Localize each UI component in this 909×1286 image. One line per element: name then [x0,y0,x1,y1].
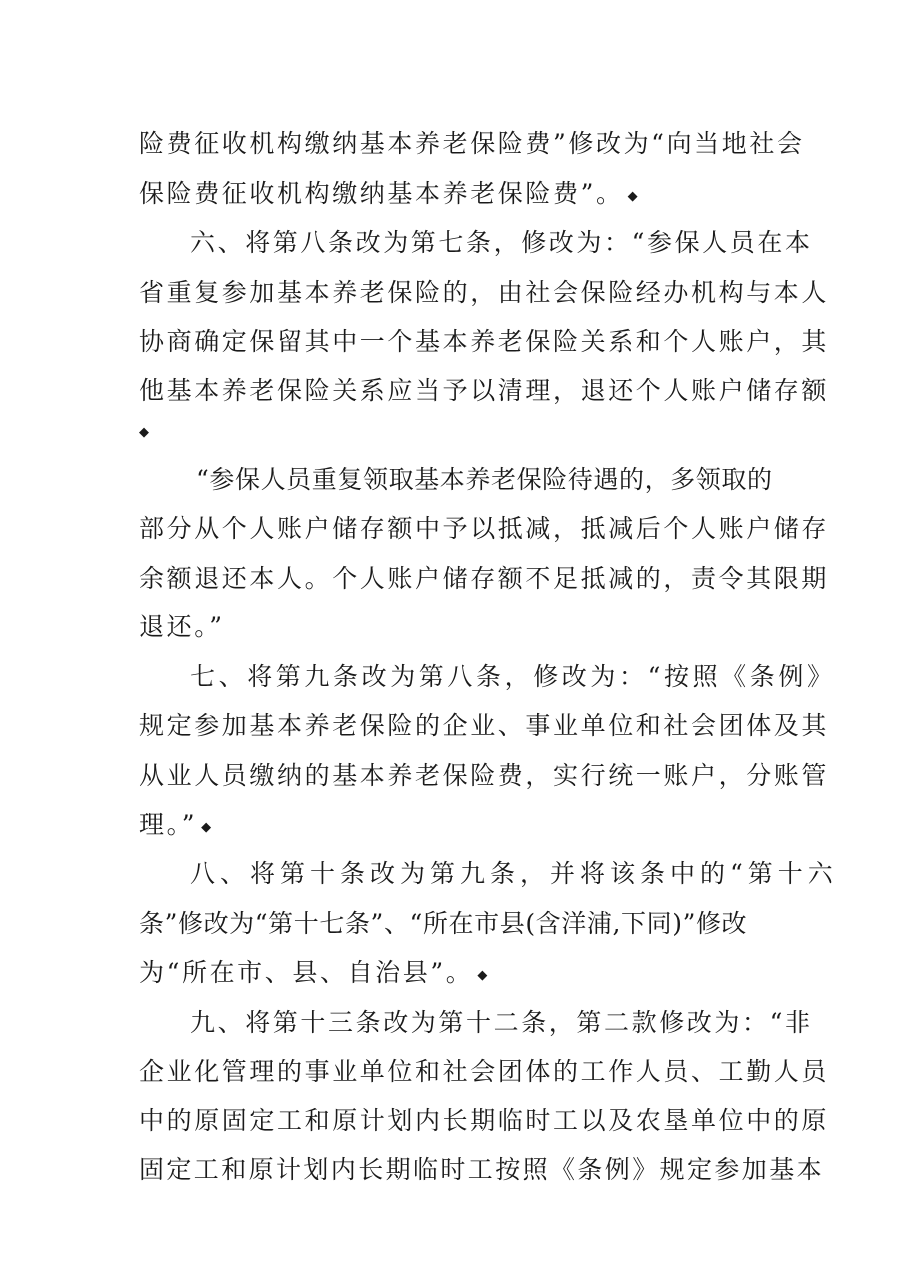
text-line [139,1052,830,1092]
text-line [139,805,779,845]
text-line [196,460,780,500]
text-line [139,509,830,549]
text-line [139,607,779,647]
text-line [139,124,805,164]
text-line [139,410,779,450]
paragraph-mark-icon: ◆ [477,968,488,983]
text-line [139,904,779,944]
text-line [139,273,830,313]
paragraph-mark-icon: ◆ [627,189,638,204]
line-text: 企业化管理的事业单位和社会团体的工作人员、工勤人员 [139,1057,830,1086]
line-text: 协商确定保留其中一个基本养老保险关系和个人账户，其 [139,327,830,356]
text-line [139,559,830,599]
line-text: 理。” [139,810,198,839]
paragraph-mark-icon: ◆ [139,425,149,440]
line-text: 退还。” [139,612,225,641]
line-text: 条”修改为“第十七条”、“所在市县(含洋浦,下同)”修改 [139,909,748,938]
line-text: 七、将第九条改为第八条，修改为：“按照《条例》 [190,662,836,691]
line-text: “参保人员重复领取基本养老保险待遇的，多领取的 [196,465,773,494]
line-text: 部分从个人账户储存额中予以抵减，抵减后个人账户储存 [139,514,830,543]
paragraph-mark-icon: ◆ [201,820,212,835]
line-text: 八、将第十条改为第九条，并将该条中的“第十六 [190,859,838,888]
line-text: 余额退还本人。个人账户储存额不足抵减的，责令其限期 [139,564,830,593]
line-text: 保险费征收机构缴纳基本养老保险费”。 [139,179,624,208]
text-line [139,706,830,746]
text-line [139,756,830,796]
text-line [139,371,830,411]
text-line [139,174,779,214]
text-line [139,1101,830,1141]
line-text: 从业人员缴纳的基本养老保险费，实行统一账户，分账管 [139,761,830,790]
line-text: 九、将第十三条改为第十二条，第二款修改为：“非 [190,1008,813,1037]
line-text: 中的原固定工和原计划内长期临时工以及农垦单位中的原 [139,1106,830,1135]
line-text: 六、将第八条改为第七条，修改为：“参保人员在本 [190,228,813,257]
line-text: 固定工和原计划内长期临时工按照《条例》规定参加基本 [139,1155,825,1184]
line-text: 为“所在市、县、自治县”。 [139,958,474,987]
text-line [139,953,779,993]
line-text: 险费征收机构缴纳基本养老保险费”修改为“向当地社会 [139,129,805,158]
line-text: 他基本养老保险关系应当予以清理，退还个人账户储存额 [139,376,830,405]
text-line [190,223,813,263]
text-line [139,322,830,362]
text-line [190,657,836,697]
text-line [190,1003,813,1043]
text-line [139,1150,825,1190]
line-text: 省重复参加基本养老保险的，由社会保险经办机构与本人 [139,278,830,307]
text-line [190,854,838,894]
line-text: 规定参加基本养老保险的企业、事业单位和社会团体及其 [139,711,830,740]
